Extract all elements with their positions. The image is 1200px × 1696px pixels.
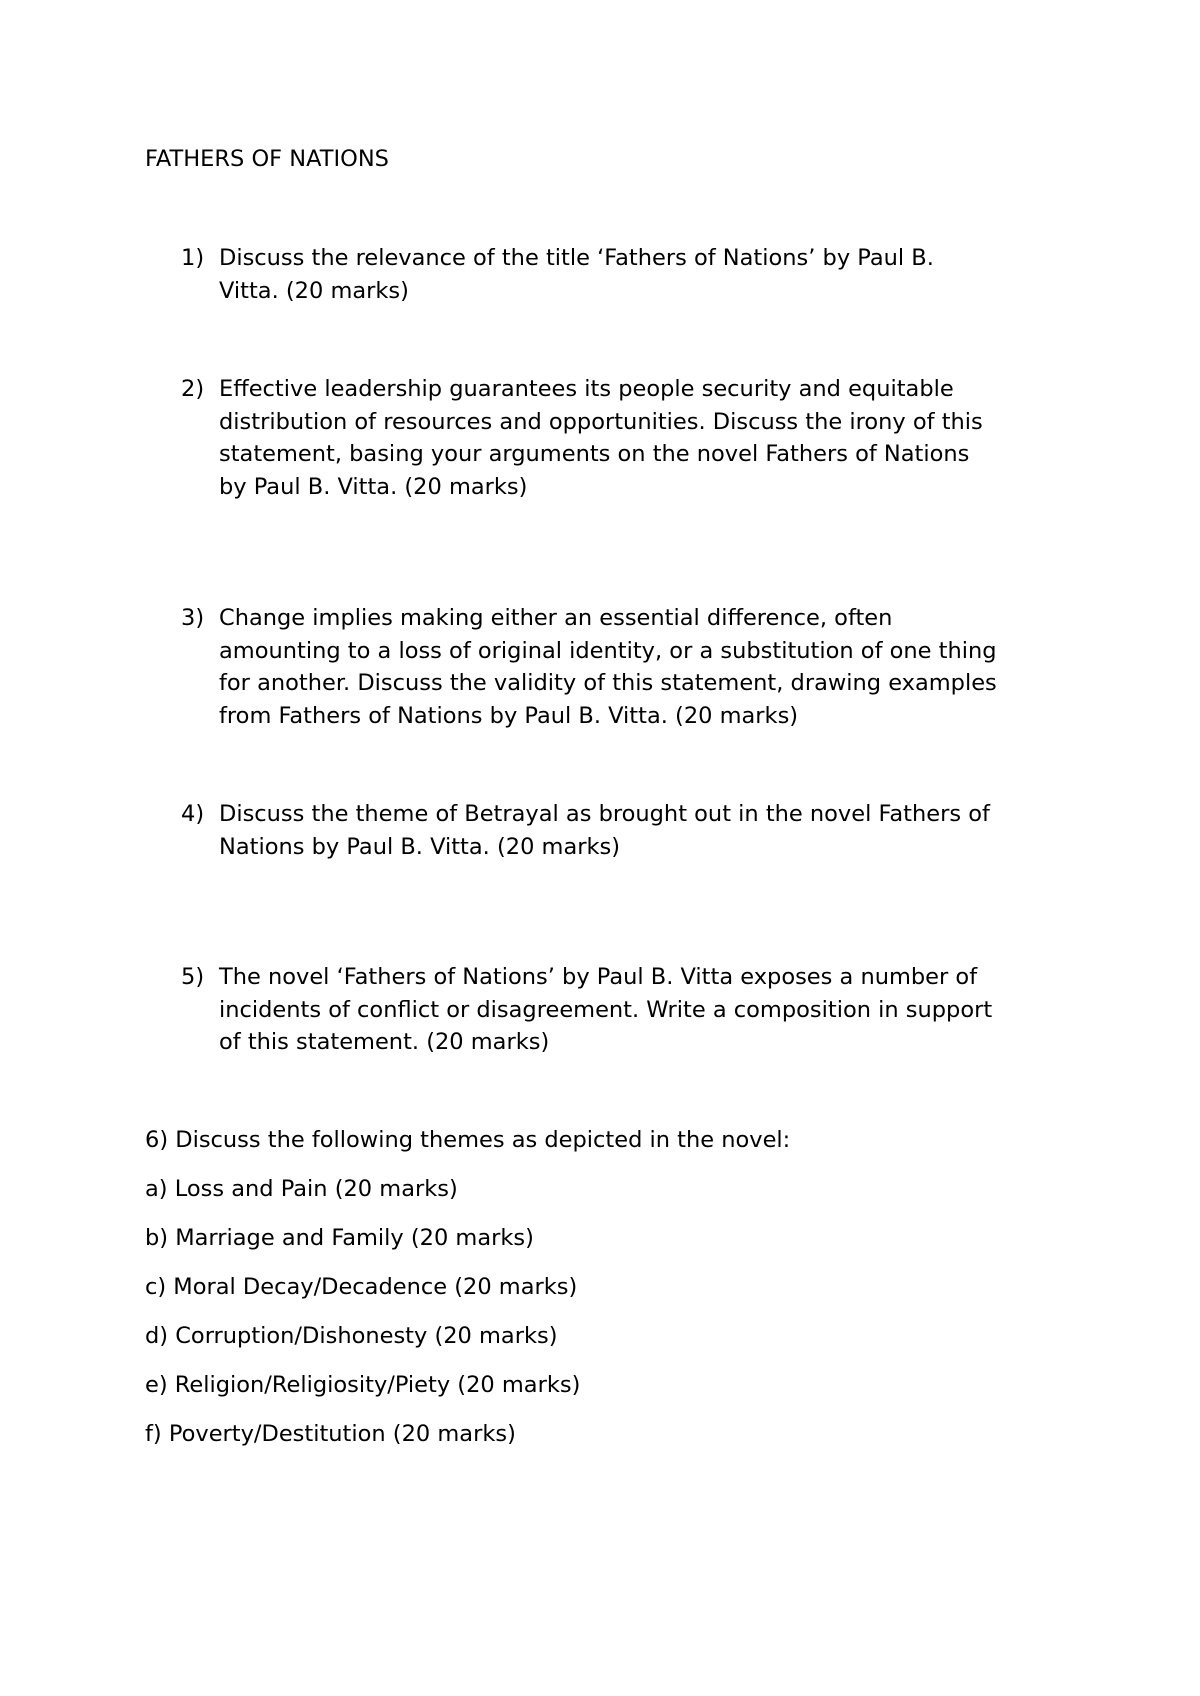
theme-item-d: d) Corruption/Dishonesty (20 marks) bbox=[145, 1323, 558, 1349]
question-6-prompt: 6) Discuss the following themes as depicted in the novel: bbox=[145, 1127, 791, 1153]
question-text: Change implies making either an essential difference, often amounting to a loss of original identity, or a substitution of one thing for another. Discuss the validity of this statement, drawing examples from Fathers of Nations by Paul B. Vitta. (20 marks) bbox=[219, 605, 997, 729]
question-5 bbox=[181, 961, 1081, 1059]
question-number: 5) bbox=[181, 964, 205, 990]
theme-item-e: e) Religion/Religiosity/Piety (20 marks) bbox=[145, 1372, 581, 1398]
question-text: Discuss the relevance of the title ‘Fathers of Nations’ by Paul B. Vitta. (20 marks) bbox=[219, 245, 934, 304]
question-1 bbox=[181, 242, 1081, 307]
question-number: 3) bbox=[181, 605, 205, 631]
theme-item-c: c) Moral Decay/Decadence (20 marks) bbox=[145, 1274, 578, 1300]
question-text: Discuss the theme of Betrayal as brought out in the novel Fathers of Nations by Paul B. Vitta. (20 marks) bbox=[219, 801, 990, 860]
question-text: Effective leadership guarantees its people security and equitable distribution of resources and opportunities. Discuss the irony of this statement, basing your arguments on the novel Fathers of Nations by Paul B. Vitta. (20 marks) bbox=[219, 376, 983, 500]
question-number: 1) bbox=[181, 245, 205, 271]
document-title: FATHERS OF NATIONS bbox=[145, 146, 389, 172]
question-number: 4) bbox=[181, 801, 205, 827]
question-text: The novel ‘Fathers of Nations’ by Paul B. Vitta exposes a number of incidents of conflict or disagreement. Write a composition in support of this statement. (20 marks) bbox=[219, 964, 993, 1055]
theme-item-b: b) Marriage and Family (20 marks) bbox=[145, 1225, 534, 1251]
question-2 bbox=[181, 373, 1081, 503]
theme-item-a: a) Loss and Pain (20 marks) bbox=[145, 1176, 458, 1202]
question-4 bbox=[181, 798, 1081, 863]
question-number: 2) bbox=[181, 376, 205, 402]
theme-item-f: f) Poverty/Destitution (20 marks) bbox=[145, 1421, 516, 1447]
question-3 bbox=[181, 602, 1081, 732]
